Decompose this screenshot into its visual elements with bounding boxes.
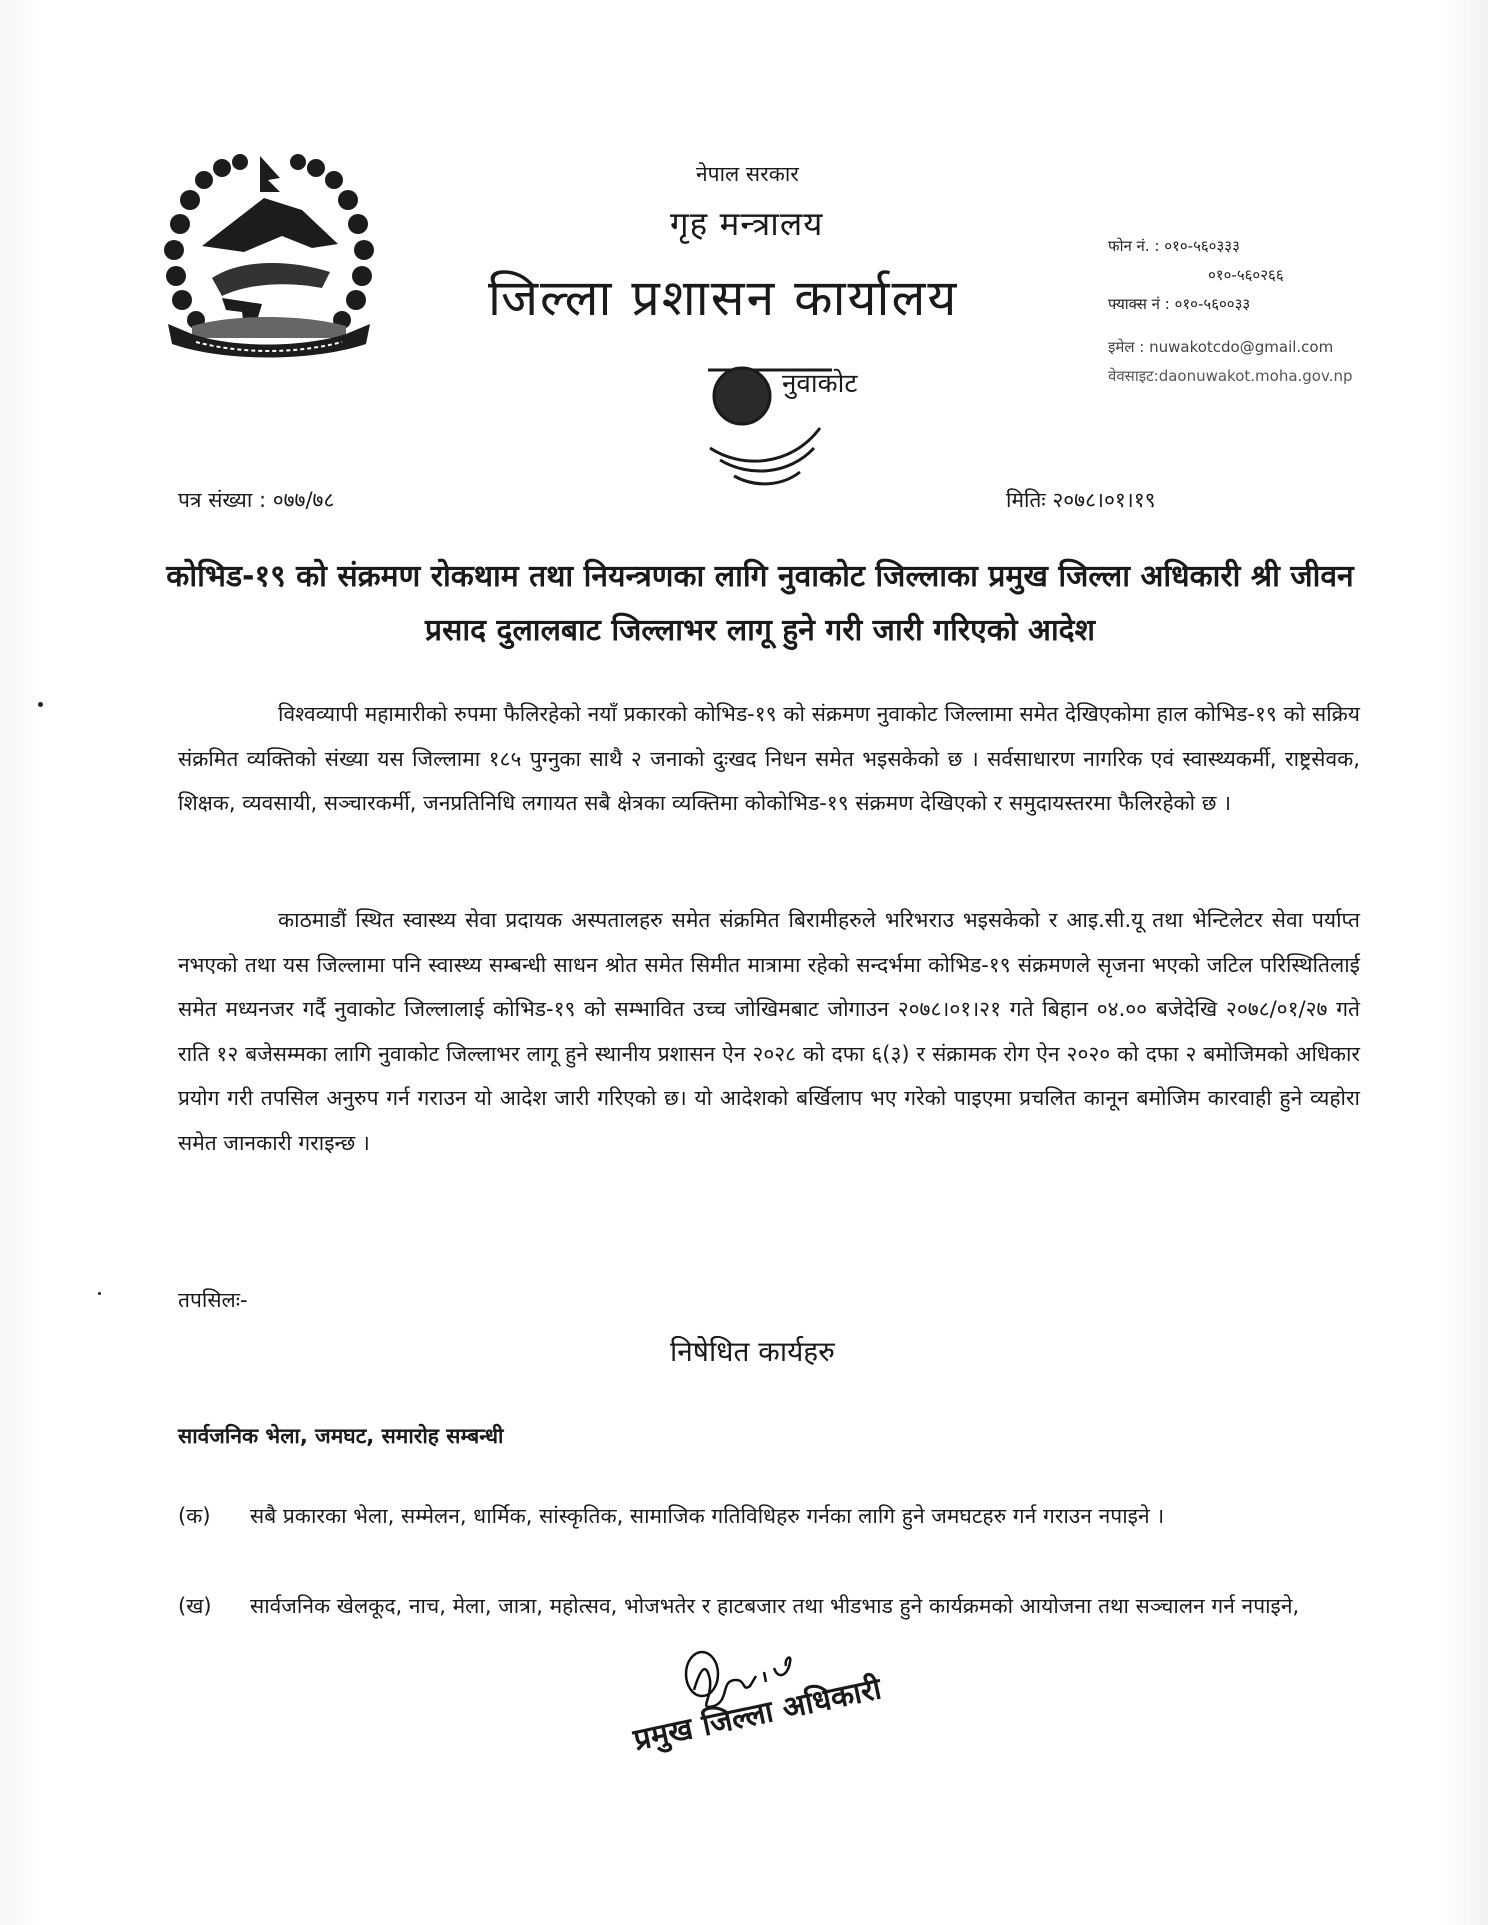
phone-number-1: ०१०-५६०३३३ [1164,237,1240,255]
fax-line [1108,290,1353,319]
email-label: इमेल : [1108,338,1145,356]
list-item-text: सार्वजनिक खेलकूद, नाच, मेला, जात्रा, महोत्सव, भोजभतेर र हाटबजार तथा भीडभाड हुने कार्यक्रमको आयोजना तथा सञ्चालन गर्न नपाइने, [250,1594,1300,1618]
phone-label: फोन नं. : [1108,237,1160,255]
nepal-government-emblem-icon [152,148,384,372]
district-office-stamp-icon [690,348,858,498]
section-heading: सार्वजनिक भेला, जमघट, समारोह सम्बन्धी [178,1424,504,1448]
body-paragraph-1: विश्वव्यापी महामारीको रुपमा फैलिरहेको नयाँ प्रकारको कोभिड-१९ को संक्रमण नुवाकोट जिल्लामा समेत देखिएकोमा हाल कोभिड-१९ को सक्रिय संक्रमित व्यक्तिको संख्या यस जिल्लामा १८५ पुग्नुका साथै २ जनाको दुःखद निधन समेत भइसकेको छ । सर्वसाधारण नागरिक एवं स्वास्थ्यकर्मी, राष्ट्रसेवक, शिक्षक, व्यवसायी, सञ्चारकर्मी, जनप्रतिनिधि लगायत सबै क्षेत्रका व्यक्तिमा कोकोभिड-१९ संक्रमण देखिएको र समुदायस्तरमा फैलिरहेको छ । [178,702,1360,815]
prohibited-activities-heading: निषेधित कार्यहरु [670,1335,835,1368]
fax-number: ०१०-५६००३३ [1174,295,1251,313]
scan-speck [38,702,43,707]
office-name: जिल्ला प्रशासन कार्यालय [488,269,959,327]
government-name: नेपाल सरकार [696,162,799,186]
fax-label: फ्याक्स नं : [1108,295,1170,313]
chief-district-officer-stamp: प्रमुख जिल्ला अधिकारी [630,1671,885,1759]
website-address: daonuwakot.moha.gov.np [1158,367,1353,385]
letter-number: पत्र संख्या : ०७७/७८ [178,488,335,512]
phone-line [1108,232,1353,261]
phone-number-2: ०१०-५६०२६६ [1208,266,1284,284]
order-title: कोभिड-१९ को संक्रमण रोकथाम तथा नियन्त्रणका लागि नुवाकोट जिल्लाका प्रमुख जिल्ला अधिकारी श्री जीवन प्रसाद दुलालबाट जिल्लाभर लागू हुने गरी जारी गरिएको आदेश [166,559,1354,648]
website-label: वेवसाइट: [1108,367,1159,385]
phone-line-2 [1108,261,1353,290]
stamp-text: नुवाकोट [782,369,858,399]
schedule-label: तपसिलः- [178,1288,248,1312]
list-item-marker: (क) [178,1504,211,1528]
contact-block [1108,232,1353,391]
ministry-name: गृह मन्त्रालय [670,204,824,243]
body-paragraph-2: काठमाडौं स्थित स्वास्थ्य सेवा प्रदायक अस्पतालहरु समेत संक्रमित बिरामीहरुले भरिभराउ भइसकेको र आइ.सी.यू तथा भेन्टिलेटर सेवा पर्याप्त नभएको तथा यस जिल्लामा पनि स्वास्थ्य सम्बन्धी साधन श्रोत समेत सिमीत मात्रामा रहेको सन्दर्भमा कोभिड-१९ संक्रमणले सृजना भएको जटिल परिस्थितिलाई समेत मध्यनजर गर्दै नुवाकोट जिल्लालाई कोभिड-१९ को सम्भावित उच्च जोखिमबाट जोगाउन २०७८।०१।२१ गते बिहान ०४.०० बजेदेखि २०७८/०१/२७ गते राति १२ बजेसम्मका लागि नुवाकोट जिल्लाभर लागू हुने स्थानीय प्रशासन ऐन २०२८ को दफा ६(३) र संक्रामक रोग ऐन २०२० को दफा २ बमोजिमको अधिकार प्रयोग गरी तपसिल अनुरुप गर्न गराउन यो आदेश जारी गरिएको छ। यो आदेशको बर्खिलाप भए गरेको पाइएमा प्रचलित कानून बमोजिम कारवाही हुने व्यहोरा समेत जानकारी गराइन्छ । [178,908,1360,1155]
email-address: nuwakotcdo@gmail.com [1149,338,1334,356]
website-line [1108,362,1353,391]
letter-date: मितिः २०७८।०१।१९ [1006,488,1156,512]
list-item [178,1584,1360,1628]
list-item [178,1494,1360,1538]
list-item-text: सबै प्रकारका भेला, सम्मेलन, धार्मिक, सांस्कृतिक, सामाजिक गतिविधिहरु गर्नका लागि हुने जमघटहरु गर्न गराउन नपाइने । [250,1504,1165,1528]
list-item-marker: (ख) [178,1594,212,1618]
scan-speck [98,1292,101,1295]
email-line [1108,333,1353,362]
